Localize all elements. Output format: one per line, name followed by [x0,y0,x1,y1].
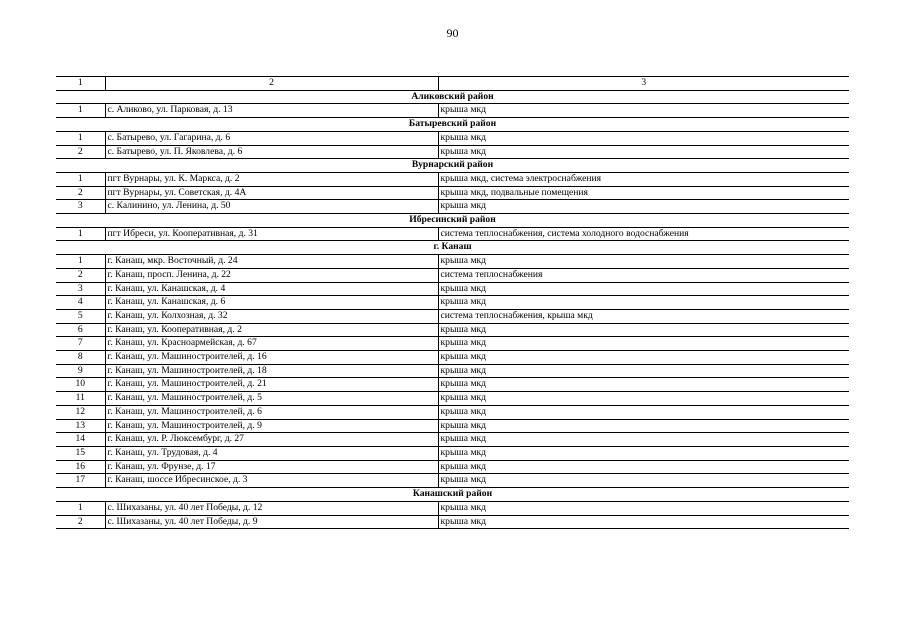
row-address: г. Канаш, ул. Машиностроителей, д. 6 [105,405,438,419]
row-number: 2 [56,145,105,159]
row-number: 3 [56,282,105,296]
table-row [56,296,849,310]
row-address: пгт Вурнары, ул. Советская, д. 4А [105,186,438,200]
table-row [56,104,849,118]
table-row [56,309,849,323]
table-row [56,405,849,419]
row-address: пгт Ибреси, ул. Кооперативная, д. 31 [105,227,438,241]
row-address: с. Шихазаны, ул. 40 лет Победы, д. 12 [105,501,438,515]
table-row [56,227,849,241]
row-address: г. Канаш, ул. Машиностроителей, д. 21 [105,378,438,392]
table-row [56,200,849,214]
row-number: 9 [56,364,105,378]
table-row [56,282,849,296]
table-row [56,268,849,282]
row-object: крыша мкд [438,200,849,214]
row-object: крыша мкд, система электроснабжения [438,172,849,186]
row-address: с. Батырево, ул. П. Яковлева, д. 6 [105,145,438,159]
row-number: 2 [56,515,105,529]
row-object: крыша мкд [438,405,849,419]
register-table [56,76,849,529]
row-object: крыша мкд [438,351,849,365]
section-title: Ибресинский район [56,214,849,228]
row-number: 10 [56,378,105,392]
row-object: крыша мкд [438,419,849,433]
row-object: крыша мкд [438,131,849,145]
section-header-row [56,159,849,173]
table-row [56,419,849,433]
row-number: 1 [56,131,105,145]
row-number: 1 [56,227,105,241]
row-object: крыша мкд [438,282,849,296]
row-object: крыша мкд [438,392,849,406]
row-object: крыша мкд [438,364,849,378]
row-address: с. Калинино, ул. Ленина, д. 50 [105,200,438,214]
row-number: 14 [56,433,105,447]
section-title: Батыревский район [56,118,849,132]
row-number: 1 [56,255,105,269]
table-row [56,131,849,145]
row-object: крыша мкд [438,104,849,118]
row-address: г. Канаш, ул. Фрунзе, д. 17 [105,460,438,474]
section-title: Вурнарский район [56,159,849,173]
row-number: 17 [56,474,105,488]
row-number: 5 [56,309,105,323]
table-row [56,145,849,159]
row-address: г. Канаш, ул. Машиностроителей, д. 18 [105,364,438,378]
row-object: крыша мкд [438,296,849,310]
row-object: крыша мкд, подвальные помещения [438,186,849,200]
row-object: крыша мкд [438,515,849,529]
table-row [56,378,849,392]
table-row [56,337,849,351]
row-object: крыша мкд [438,433,849,447]
row-object: крыша мкд [438,446,849,460]
section-header-row [56,118,849,132]
row-address: г. Канаш, ул. Машиностроителей, д. 5 [105,392,438,406]
table-row [56,186,849,200]
section-header-row [56,241,849,255]
table-row [56,351,849,365]
header-cell-number: 1 [56,77,105,91]
table-row [56,474,849,488]
row-number: 12 [56,405,105,419]
header-cell-object: 3 [438,77,849,91]
row-address: г. Канаш, ул. Канашская, д. 6 [105,296,438,310]
table-row [56,392,849,406]
row-address: г. Канаш, ул. Машиностроителей, д. 16 [105,351,438,365]
row-address: пгт Вурнары, ул. К. Маркса, д. 2 [105,172,438,186]
section-title: Канашский район [56,488,849,502]
row-address: г. Канаш, ул. Машиностроителей, д. 9 [105,419,438,433]
register-table-body [56,77,849,529]
section-title: г. Канаш [56,241,849,255]
row-object: крыша мкд [438,145,849,159]
row-number: 4 [56,296,105,310]
table-header-row [56,77,849,91]
table-row [56,172,849,186]
row-object: крыша мкд [438,337,849,351]
section-header-row [56,90,849,104]
row-address: с. Аликово, ул. Парковая, д. 13 [105,104,438,118]
header-cell-address: 2 [105,77,438,91]
row-number: 1 [56,104,105,118]
row-number: 2 [56,186,105,200]
row-object: крыша мкд [438,474,849,488]
row-address: с. Шихазаны, ул. 40 лет Победы, д. 9 [105,515,438,529]
page-number: 90 [446,26,459,40]
section-header-row [56,214,849,228]
table-row [56,460,849,474]
row-object: крыша мкд [438,255,849,269]
row-number: 8 [56,351,105,365]
table-row [56,323,849,337]
table-row [56,433,849,447]
row-address: г. Канаш, ул. Красноармейская, д. 67 [105,337,438,351]
row-address: г. Канаш, ул. Кооперативная, д. 2 [105,323,438,337]
table-row [56,501,849,515]
row-object: крыша мкд [438,501,849,515]
row-number: 15 [56,446,105,460]
row-address: г. Канаш, мкр. Восточный, д. 24 [105,255,438,269]
row-number: 6 [56,323,105,337]
row-number: 1 [56,501,105,515]
row-address: г. Канаш, ул. Трудовая, д. 4 [105,446,438,460]
row-number: 11 [56,392,105,406]
row-address: с. Батырево, ул. Гагарина, д. 6 [105,131,438,145]
section-title: Аликовский район [56,90,849,104]
row-object: система теплоснабжения, система холодного водоснабжения [438,227,849,241]
row-object: система теплоснабжения [438,268,849,282]
row-number: 7 [56,337,105,351]
row-object: крыша мкд [438,460,849,474]
table-row [56,364,849,378]
row-number: 3 [56,200,105,214]
row-object: система теплоснабжения, крыша мкд [438,309,849,323]
row-address: г. Канаш, ул. Р. Люксембург, д. 27 [105,433,438,447]
row-address: г. Канаш, шоссе Ибресинское, д. 3 [105,474,438,488]
table-row [56,446,849,460]
row-object: крыша мкд [438,378,849,392]
section-header-row [56,488,849,502]
row-address: г. Канаш, просп. Ленина, д. 22 [105,268,438,282]
row-number: 1 [56,172,105,186]
row-address: г. Канаш, ул. Колхозная, д. 32 [105,309,438,323]
row-number: 2 [56,268,105,282]
row-object: крыша мкд [438,323,849,337]
table-row [56,255,849,269]
row-address: г. Канаш, ул. Канашская, д. 4 [105,282,438,296]
row-number: 16 [56,460,105,474]
table-row [56,515,849,529]
row-number: 13 [56,419,105,433]
